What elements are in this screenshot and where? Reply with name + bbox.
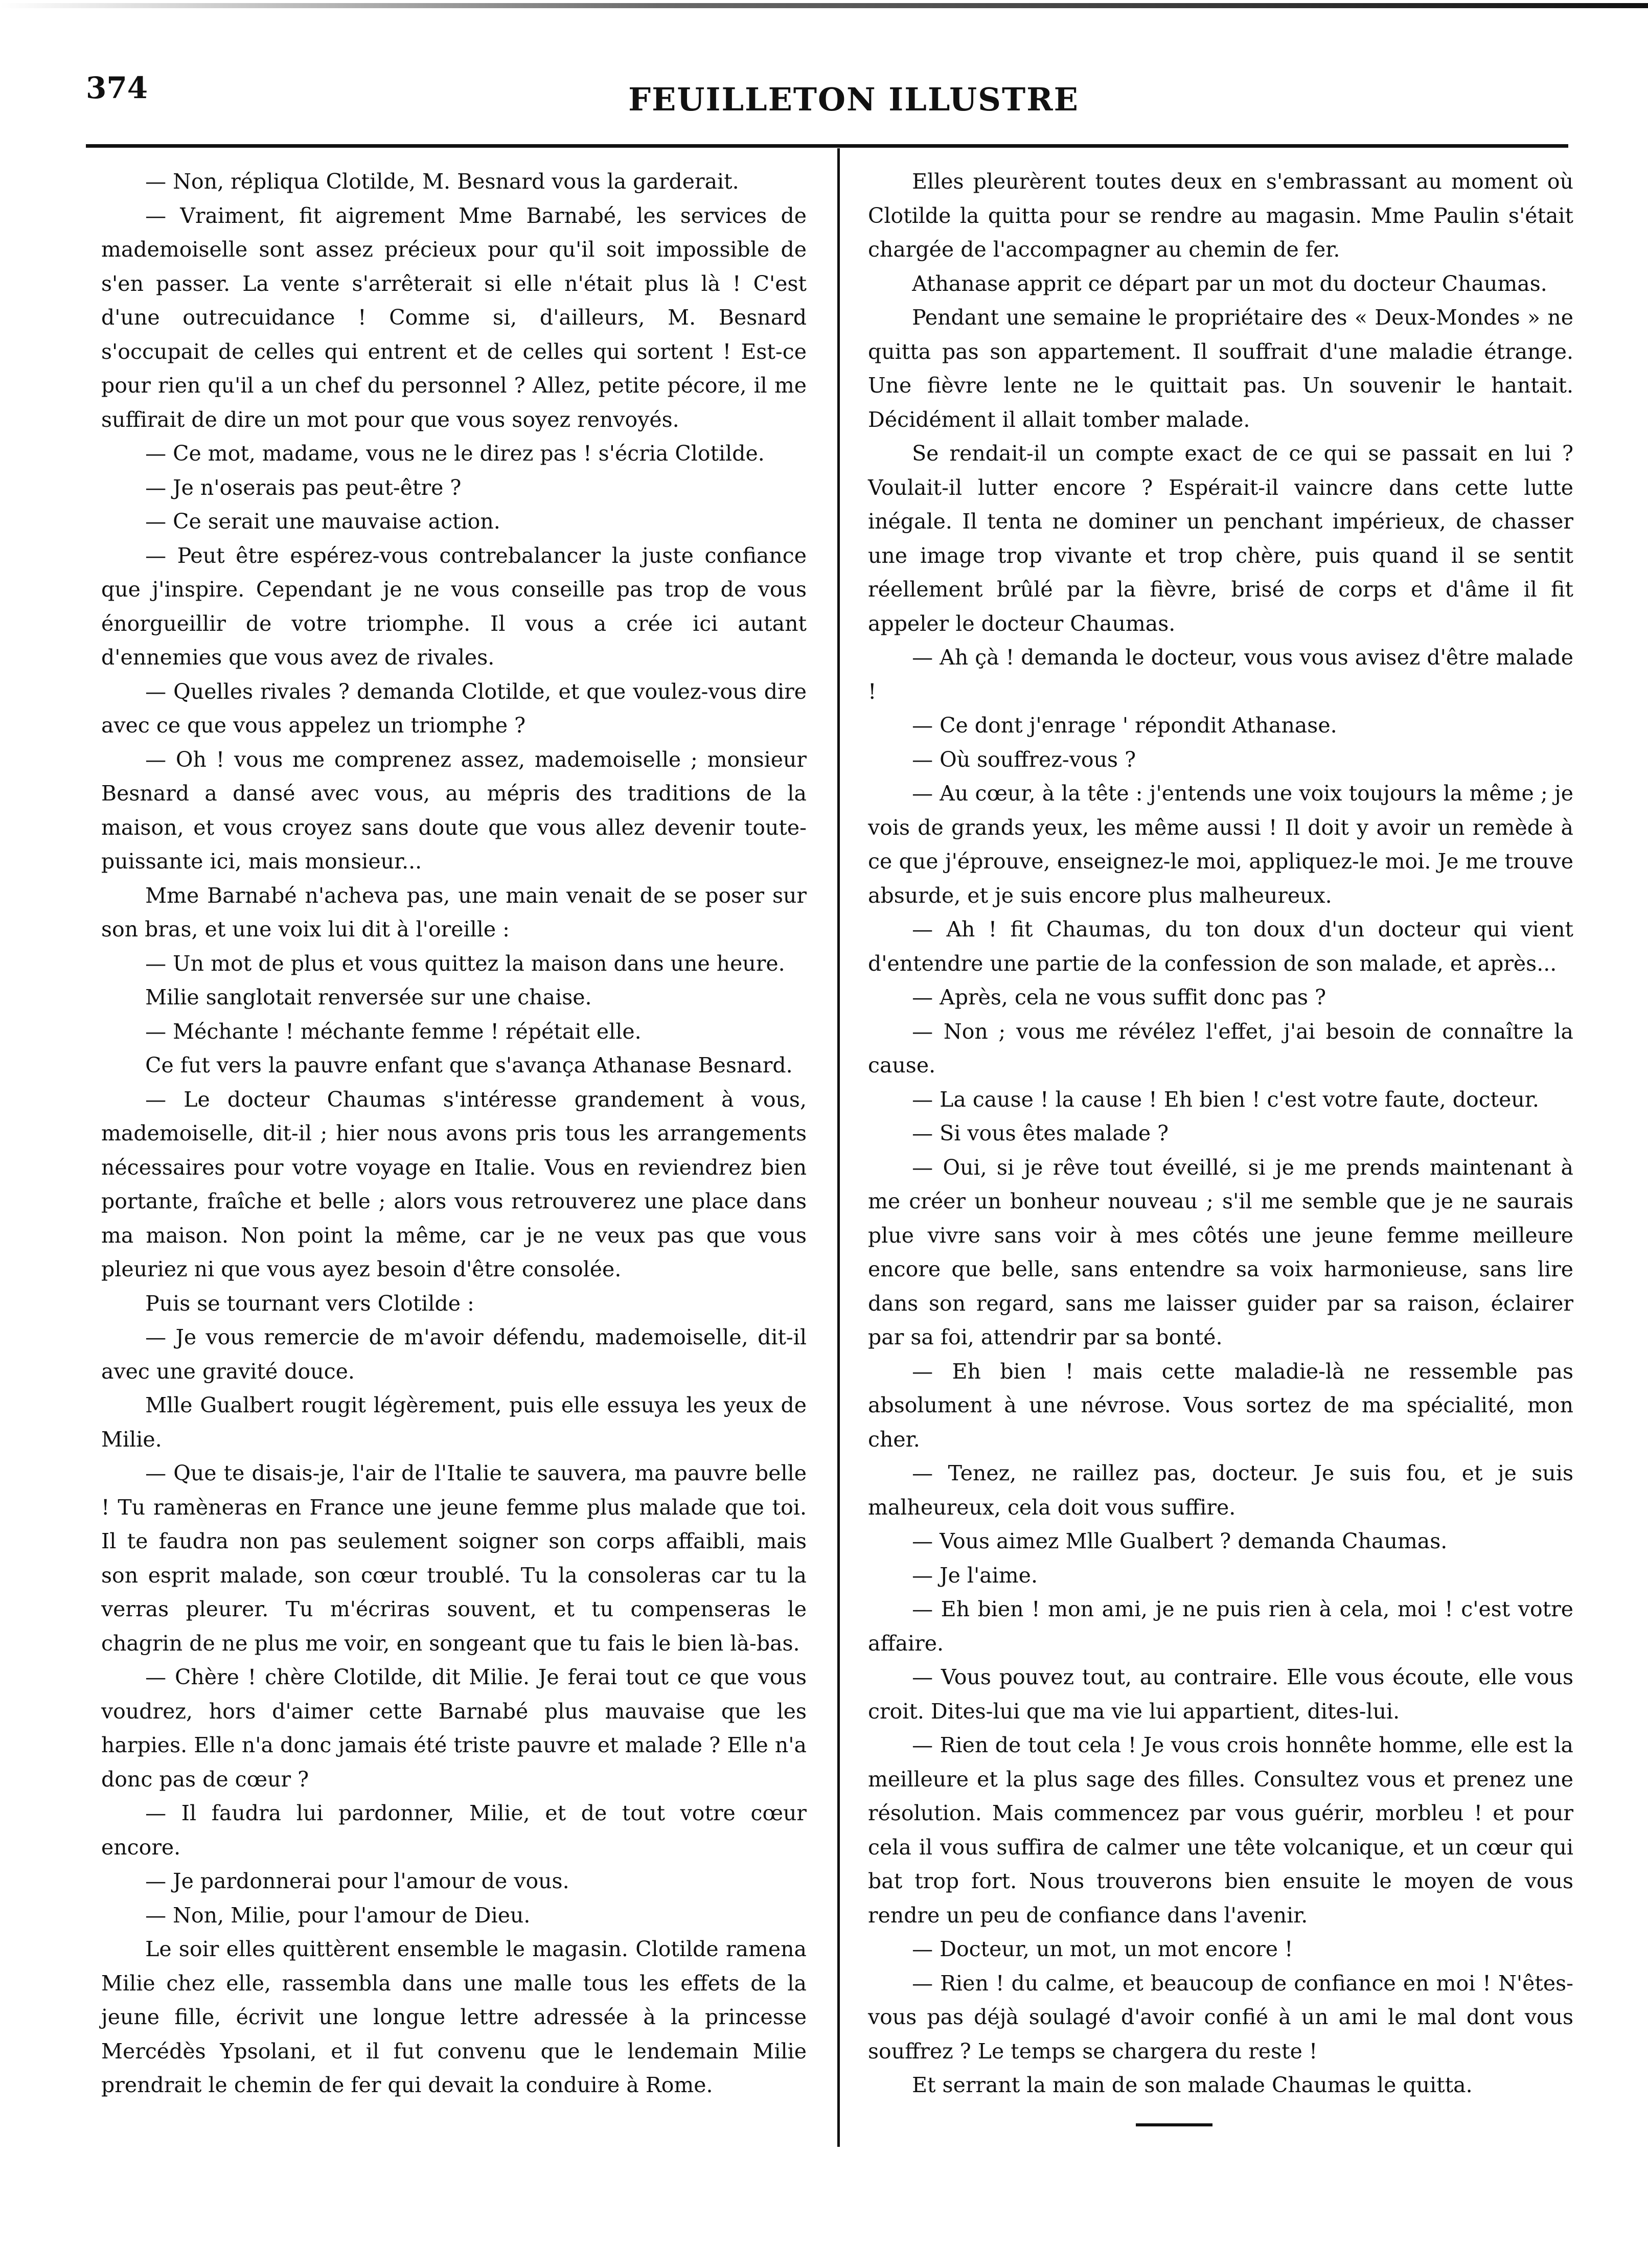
paragraph: — La cause ! la cause ! Eh bien ! c'est votre faute, docteur. (912, 1087, 1539, 1112)
page-number: 374 (86, 71, 148, 105)
paragraph: — Le docteur Chaumas s'intéresse grandement à vous, mademoiselle, dit-il ; hier nous avons pris tous les arrangements nécessaires pour votre voyage en Italie. Vous en reviendrez bien portante, fraîche et belle ; alors vous retrouverez une place dans ma maison. Non point la même, car je ne veux pas que vous pleuriez ni que vous ayez besoin d'être consolée. (101, 1087, 807, 1281)
paragraph: — Je pardonnerai pour l'amour de vous. (145, 1869, 569, 1893)
paragraph: — Tenez, ne raillez pas, docteur. Je suis fou, et je suis malheureux, cela doit vous suffire. (868, 1461, 1573, 1520)
paragraph: Milie sanglotait renversée sur une chaise. (145, 985, 592, 1010)
paragraph: — Il faudra lui pardonner, Milie, et de tout votre cœur encore. (101, 1801, 807, 1860)
paragraph: — Ah ! fit Chaumas, du ton doux d'un docteur qui vient d'entendre une partie de la confession de son malade, et après... (868, 917, 1573, 976)
paragraph: — Après, cela ne vous suffit donc pas ? (912, 985, 1326, 1010)
paragraph: — Docteur, un mot, un mot encore ! (912, 1937, 1293, 1961)
paragraph: — Non, Milie, pour l'amour de Dieu. (145, 1903, 531, 1928)
left-column (101, 165, 807, 2102)
paragraph: — Non ; vous me révélez l'effet, j'ai besoin de connaître la cause. (868, 1019, 1573, 1078)
paragraph: — Je vous remercie de m'avoir défendu, mademoiselle, dit-il avec une gravité douce. (101, 1325, 807, 1384)
paragraph: — Ce mot, madame, vous ne le direz pas ! s'écria Clotilde. (145, 441, 765, 466)
paragraph: Ce fut vers la pauvre enfant que s'avança Athanase Besnard. (145, 1053, 793, 1078)
paragraph: Mlle Gualbert rougit légèrement, puis elle essuya les yeux de Milie. (101, 1393, 807, 1452)
top-border-rule (0, 3, 1648, 8)
paragraph: — Si vous êtes malade ? (912, 1121, 1169, 1146)
paragraph: — Où souffrez-vous ? (912, 747, 1136, 772)
paragraph: — Oh ! vous me comprenez assez, mademoiselle ; monsieur Besnard a dansé avec vous, au mépris des traditions de la maison, et vous croyez sans doute que vous allez devenir toute-puissante ici, mais monsieur... (101, 747, 807, 874)
paragraph: — Au cœur, à la tête : j'entends une voix toujours la même ; je vois de grands yeux, les même aussi ! Il doit y avoir un remède à ce que j'éprouve, enseignez-le moi, appliquez-le moi. Je me trouve absurde, et je suis encore plus malheureux. (868, 781, 1573, 908)
paragraph: Se rendait-il un compte exact de ce qui se passait en lui ? Voulait-il lutter encore ? Espérait-il vaincre dans cette lutte inégale. Il tenta ne dominer un penchant impérieux, de chasser une image trop vivante et trop chère, puis quand il se sentit réellement brûlé par la fièvre, brisé de corps et d'âme il fit appeler le docteur Chaumas. (868, 441, 1573, 636)
end-of-chapter-rule (1136, 2123, 1212, 2126)
paragraph: — Ah çà ! demanda le docteur, vous vous avisez d'être malade ! (868, 645, 1573, 704)
paragraph: — Méchante ! méchante femme ! répétait elle. (145, 1019, 642, 1044)
paragraph: — Rien de tout cela ! Je vous crois honnête homme, elle est la meilleure et la plus sage des filles. Consultez vous et prenez une résolution. Mais commencez par vous guérir, morbleu ! et pour cela il vous suffira de calmer une tête volcanique, et un cœur qui bat trop fort. Nous trouverons bien ensuite le moyen de vous rendre un peu de confiance dans l'avenir. (868, 1733, 1573, 1928)
paragraph: — Eh bien ! mon ami, je ne puis rien à cela, moi ! c'est votre affaire. (868, 1597, 1573, 1656)
paragraph: — Vous aimez Mlle Gualbert ? demanda Chaumas. (912, 1529, 1448, 1553)
paragraph: Et serrant la main de son malade Chaumas le quitta. (912, 2073, 1473, 2097)
header-rule (86, 144, 1568, 148)
paragraph: — Peut être espérez-vous contrebalancer la juste confiance que j'inspire. Cependant je ne vous conseille pas trop de vous énorgueillir de votre triomphe. Il vous a crée ici autant d'ennemies que vous avez de rivales. (101, 543, 807, 670)
paragraph: — Vraiment, fit aigrement Mme Barnabé, les services de mademoiselle sont assez précieux pour qu'il soit impossible de s'en passer. La vente s'arrêterait si elle n'était plus là ! C'est d'une outrecuidance ! Comme si, d'ailleurs, M. Besnard s'occupait de celles qui entrent et de celles qui sortent ! Est-ce pour rien qu'il a un chef du personnel ? Allez, petite pécore, il me suffirait de dire un mot pour que vous soyez renvoyés. (101, 203, 807, 432)
paragraph: — Non, répliqua Clotilde, M. Besnard vous la garderait. (145, 169, 739, 194)
paragraph: — Rien ! du calme, et beaucoup de confiance en moi ! N'êtes-vous pas déjà soulagé d'avoir confié à un ami le mal dont vous souffrez ? Le temps se chargera du reste ! (868, 1971, 1573, 2064)
running-title: FEUILLETON ILLUSTRE (628, 81, 1079, 118)
column-divider (837, 148, 840, 2147)
paragraph: — Un mot de plus et vous quittez la maison dans une heure. (145, 951, 785, 976)
paragraph: Athanase apprit ce départ par un mot du docteur Chaumas. (912, 271, 1547, 296)
paragraph: — Ce dont j'enrage ' répondit Athanase. (912, 713, 1337, 738)
paragraph: — Vous pouvez tout, au contraire. Elle vous écoute, elle vous croit. Dites-lui que ma vie lui appartient, dites-lui. (868, 1665, 1573, 1724)
paragraph: Mme Barnabé n'acheva pas, une main venait de se poser sur son bras, et une voix lui dit à l'oreille : (101, 883, 807, 942)
paragraph: — Quelles rivales ? demanda Clotilde, et que voulez-vous dire avec ce que vous appelez un triomphe ? (101, 679, 807, 738)
paragraph: — Chère ! chère Clotilde, dit Milie. Je ferai tout ce que vous voudrez, hors d'aimer cette Barnabé plus mauvaise que les harpies. Elle n'a donc jamais été triste pauvre et malade ? Elle n'a donc pas de cœur ? (101, 1665, 807, 1792)
right-column (868, 165, 1573, 2102)
paragraph: — Oui, si je rêve tout éveillé, si je me prends maintenant à me créer un bonheur nouveau ; s'il me semble que je ne saurais plue vivre sans voir à mes côtés une jeune femme meilleure encore que belle, sans entendre sa voix harmonieuse, sans lire dans son regard, sans me laisser guider par sa raison, éclairer par sa foi, attendrir par sa bonté. (868, 1155, 1573, 1349)
paragraph: — Eh bien ! mais cette maladie-là ne ressemble pas absolument à une névrose. Vous sortez de ma spécialité, mon cher. (868, 1359, 1573, 1452)
paragraph: Elles pleurèrent toutes deux en s'embrassant au moment où Clotilde la quitta pour se rendre au magasin. Mme Paulin s'était chargée de l'accompagner au chemin de fer. (868, 169, 1573, 262)
paragraph: — Que te disais-je, l'air de l'Italie te sauvera, ma pauvre belle ! Tu ramèneras en France une jeune femme plus malade que toi. Il te faudra non pas seulement soigner son corps affaibli, mais son esprit malade, son cœur troublé. Tu la consoleras car tu la verras pleurer. Tu m'écriras souvent, et tu compenseras le chagrin de ne plus me voir, en songeant que tu fais le bien là-bas. (101, 1461, 807, 1656)
paragraph: — Ce serait une mauvaise action. (145, 509, 500, 534)
paragraph: Le soir elles quittèrent ensemble le magasin. Clotilde ramena Milie chez elle, rassembla dans une malle tous les effets de la jeune fille, écrivit une longue lettre adressée à la princesse Mercédès Ypsolani, et il fut convenu que le lendemain Milie prendrait le chemin de fer qui devait la conduire à Rome. (101, 1937, 807, 2097)
paragraph: — Je n'oserais pas peut-être ? (145, 475, 462, 500)
paragraph: Pendant une semaine le propriétaire des « Deux-Mondes » ne quitta pas son appartement. Il souffrait d'une maladie étrange. Une fièvre lente ne le quittait pas. Un souvenir le hantait. Décidément il allait tomber malade. (868, 305, 1573, 432)
paragraph: — Je l'aime. (912, 1563, 1038, 1588)
paragraph: Puis se tournant vers Clotilde : (145, 1291, 474, 1316)
